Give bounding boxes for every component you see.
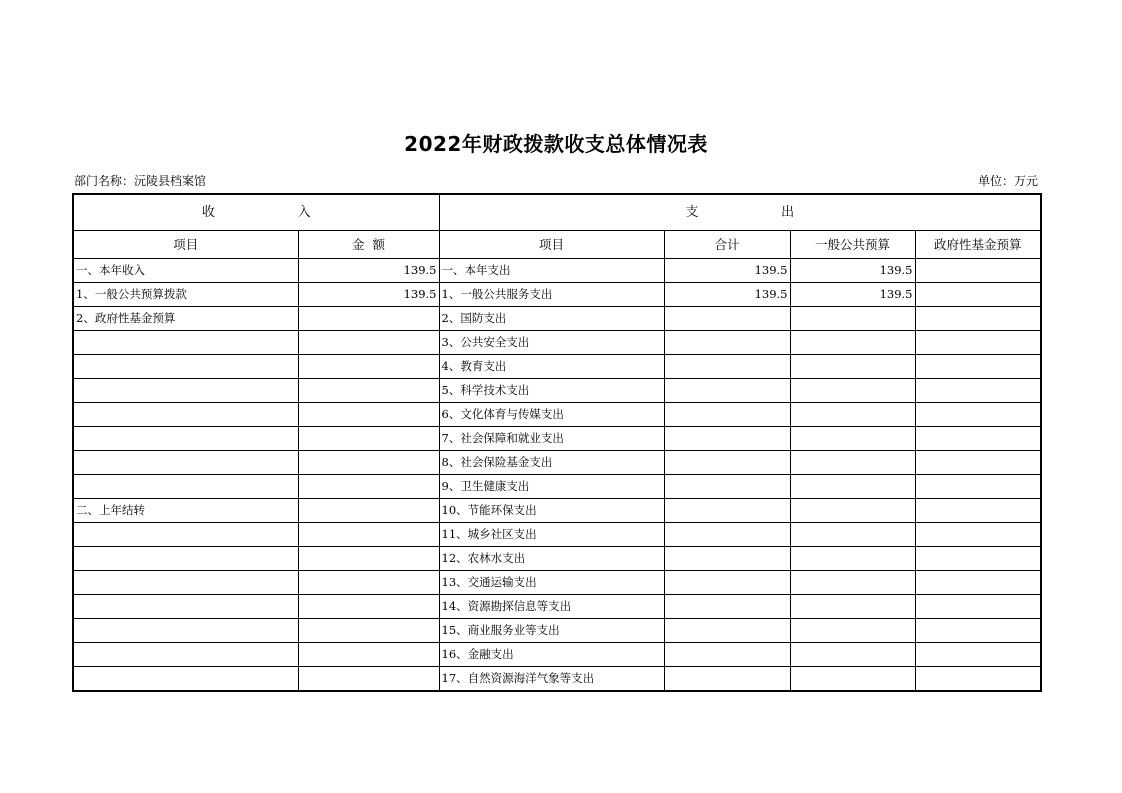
expense-general-cell: 139.5 <box>790 259 915 283</box>
expense-fund-cell <box>915 283 1041 307</box>
expense-item-cell: 9、卫生健康支出 <box>439 475 664 499</box>
table-row <box>73 643 1041 667</box>
expense-fund-cell <box>915 331 1041 355</box>
expense-item-cell: 2、国防支出 <box>439 307 664 331</box>
expense-general-cell <box>790 595 915 619</box>
expense-total-cell <box>664 379 790 403</box>
table-row <box>73 451 1041 475</box>
table-row <box>73 523 1041 547</box>
expense-fund-cell <box>915 523 1041 547</box>
page-title: 2022年财政拨款收支总体情况表 <box>404 132 708 156</box>
income-amount-cell <box>298 595 439 619</box>
column-header-row <box>73 231 1041 259</box>
income-item-cell <box>73 475 298 499</box>
income-amount-cell <box>298 379 439 403</box>
expense-item-cell: 5、科学技术支出 <box>439 379 664 403</box>
income-item-cell <box>73 523 298 547</box>
expense-general-cell <box>790 499 915 523</box>
table-row <box>73 667 1041 692</box>
income-item-cell <box>73 667 298 692</box>
expense-item-cell: 13、交通运输支出 <box>439 571 664 595</box>
unit-label: 单位：万元 <box>977 174 1038 188</box>
expense-general-cell <box>790 427 915 451</box>
income-item-cell <box>73 643 298 667</box>
income-amount-cell: 139.5 <box>298 259 439 283</box>
expense-total-cell <box>664 523 790 547</box>
table-row <box>73 571 1041 595</box>
expense-fund-cell <box>915 571 1041 595</box>
expense-general-cell <box>790 331 915 355</box>
expense-total-cell <box>664 427 790 451</box>
table-row <box>73 499 1041 523</box>
income-item-cell <box>73 427 298 451</box>
expense-total-cell <box>664 451 790 475</box>
table-row <box>73 259 1041 283</box>
income-item-cell <box>73 595 298 619</box>
expense-general-cell <box>790 403 915 427</box>
expense-total-cell <box>664 571 790 595</box>
expense-item-cell: 8、社会保险基金支出 <box>439 451 664 475</box>
expense-total-cell <box>664 547 790 571</box>
expense-general-cell <box>790 571 915 595</box>
income-item-cell: 2、政府性基金预算 <box>73 307 298 331</box>
expense-total-header: 合计 <box>664 231 790 259</box>
income-item-cell <box>73 547 298 571</box>
income-amount-cell <box>298 547 439 571</box>
expense-total-cell <box>664 595 790 619</box>
table-row <box>73 283 1041 307</box>
expense-group-header: 支 出 <box>439 194 1041 231</box>
income-item-cell <box>73 331 298 355</box>
expense-item-cell: 7、社会保障和就业支出 <box>439 427 664 451</box>
expense-total-cell <box>664 643 790 667</box>
expense-general-cell <box>790 547 915 571</box>
expense-fund-cell <box>915 259 1041 283</box>
expense-fund-cell <box>915 547 1041 571</box>
expense-general-cell <box>790 355 915 379</box>
income-amount-cell <box>298 619 439 643</box>
income-item-cell <box>73 451 298 475</box>
expense-general-header: 一般公共预算 <box>790 231 915 259</box>
expense-total-cell <box>664 307 790 331</box>
expense-fund-cell <box>915 475 1041 499</box>
income-item-cell <box>73 571 298 595</box>
table-row <box>73 475 1041 499</box>
income-item-header: 项目 <box>73 231 298 259</box>
expense-general-cell <box>790 643 915 667</box>
income-amount-cell <box>298 451 439 475</box>
table-row <box>73 619 1041 643</box>
expense-general-cell <box>790 379 915 403</box>
expense-item-cell: 17、自然资源海洋气象等支出 <box>439 667 664 692</box>
income-item-cell: 一、本年收入 <box>73 259 298 283</box>
table-row <box>73 331 1041 355</box>
income-amount-cell <box>298 571 439 595</box>
expense-item-cell: 3、公共安全支出 <box>439 331 664 355</box>
table-row <box>73 379 1041 403</box>
income-amount-cell: 139.5 <box>298 283 439 307</box>
income-item-cell: 1、一般公共预算拨款 <box>73 283 298 307</box>
expense-fund-cell <box>915 667 1041 692</box>
expense-general-cell <box>790 523 915 547</box>
expense-general-cell <box>790 307 915 331</box>
table-row <box>73 355 1041 379</box>
income-item-cell: 二、上年结转 <box>73 499 298 523</box>
expense-item-cell: 一、本年支出 <box>439 259 664 283</box>
expense-general-cell <box>790 451 915 475</box>
income-item-cell <box>73 403 298 427</box>
expense-item-cell: 12、农林水支出 <box>439 547 664 571</box>
income-group-header: 收 入 <box>73 194 439 231</box>
expense-general-cell <box>790 619 915 643</box>
expense-total-cell <box>664 499 790 523</box>
expense-total-cell <box>664 667 790 692</box>
income-amount-cell <box>298 523 439 547</box>
expense-fund-header: 政府性基金预算 <box>915 231 1041 259</box>
expense-item-cell: 16、金融支出 <box>439 643 664 667</box>
table-row <box>73 595 1041 619</box>
expense-fund-cell <box>915 619 1041 643</box>
expense-item-cell: 10、节能环保支出 <box>439 499 664 523</box>
income-amount-cell <box>298 427 439 451</box>
income-amount-cell <box>298 355 439 379</box>
income-amount-header: 金 额 <box>298 231 439 259</box>
expense-fund-cell <box>915 451 1041 475</box>
expense-fund-cell <box>915 355 1041 379</box>
table-row <box>73 403 1041 427</box>
expense-fund-cell <box>915 403 1041 427</box>
table-row <box>73 427 1041 451</box>
expense-item-cell: 4、教育支出 <box>439 355 664 379</box>
income-item-cell <box>73 619 298 643</box>
expense-fund-cell <box>915 643 1041 667</box>
income-amount-cell <box>298 331 439 355</box>
expense-item-cell: 14、资源勘探信息等支出 <box>439 595 664 619</box>
income-amount-cell <box>298 403 439 427</box>
income-item-cell <box>73 355 298 379</box>
expense-fund-cell <box>915 499 1041 523</box>
group-header-row <box>73 194 1041 231</box>
expense-general-cell <box>790 667 915 692</box>
expense-fund-cell <box>915 427 1041 451</box>
income-amount-cell <box>298 499 439 523</box>
expense-item-cell: 1、一般公共服务支出 <box>439 283 664 307</box>
expense-general-cell <box>790 475 915 499</box>
expense-total-cell <box>664 331 790 355</box>
expense-item-header: 项目 <box>439 231 664 259</box>
expense-fund-cell <box>915 307 1041 331</box>
expense-total-cell: 139.5 <box>664 283 790 307</box>
table-row <box>73 547 1041 571</box>
budget-table <box>72 193 1042 692</box>
expense-total-cell <box>664 355 790 379</box>
income-amount-cell <box>298 307 439 331</box>
expense-fund-cell <box>915 379 1041 403</box>
income-amount-cell <box>298 667 439 692</box>
income-amount-cell <box>298 643 439 667</box>
income-amount-cell <box>298 475 439 499</box>
expense-item-cell: 15、商业服务业等支出 <box>439 619 664 643</box>
expense-total-cell <box>664 403 790 427</box>
expense-total-cell <box>664 619 790 643</box>
table-row <box>73 307 1041 331</box>
expense-total-cell <box>664 475 790 499</box>
expense-general-cell: 139.5 <box>790 283 915 307</box>
department-label: 部门名称：沅陵县档案馆 <box>74 174 207 188</box>
expense-fund-cell <box>915 595 1041 619</box>
expense-item-cell: 6、文化体育与传媒支出 <box>439 403 664 427</box>
income-item-cell <box>73 379 298 403</box>
expense-item-cell: 11、城乡社区支出 <box>439 523 664 547</box>
expense-total-cell: 139.5 <box>664 259 790 283</box>
